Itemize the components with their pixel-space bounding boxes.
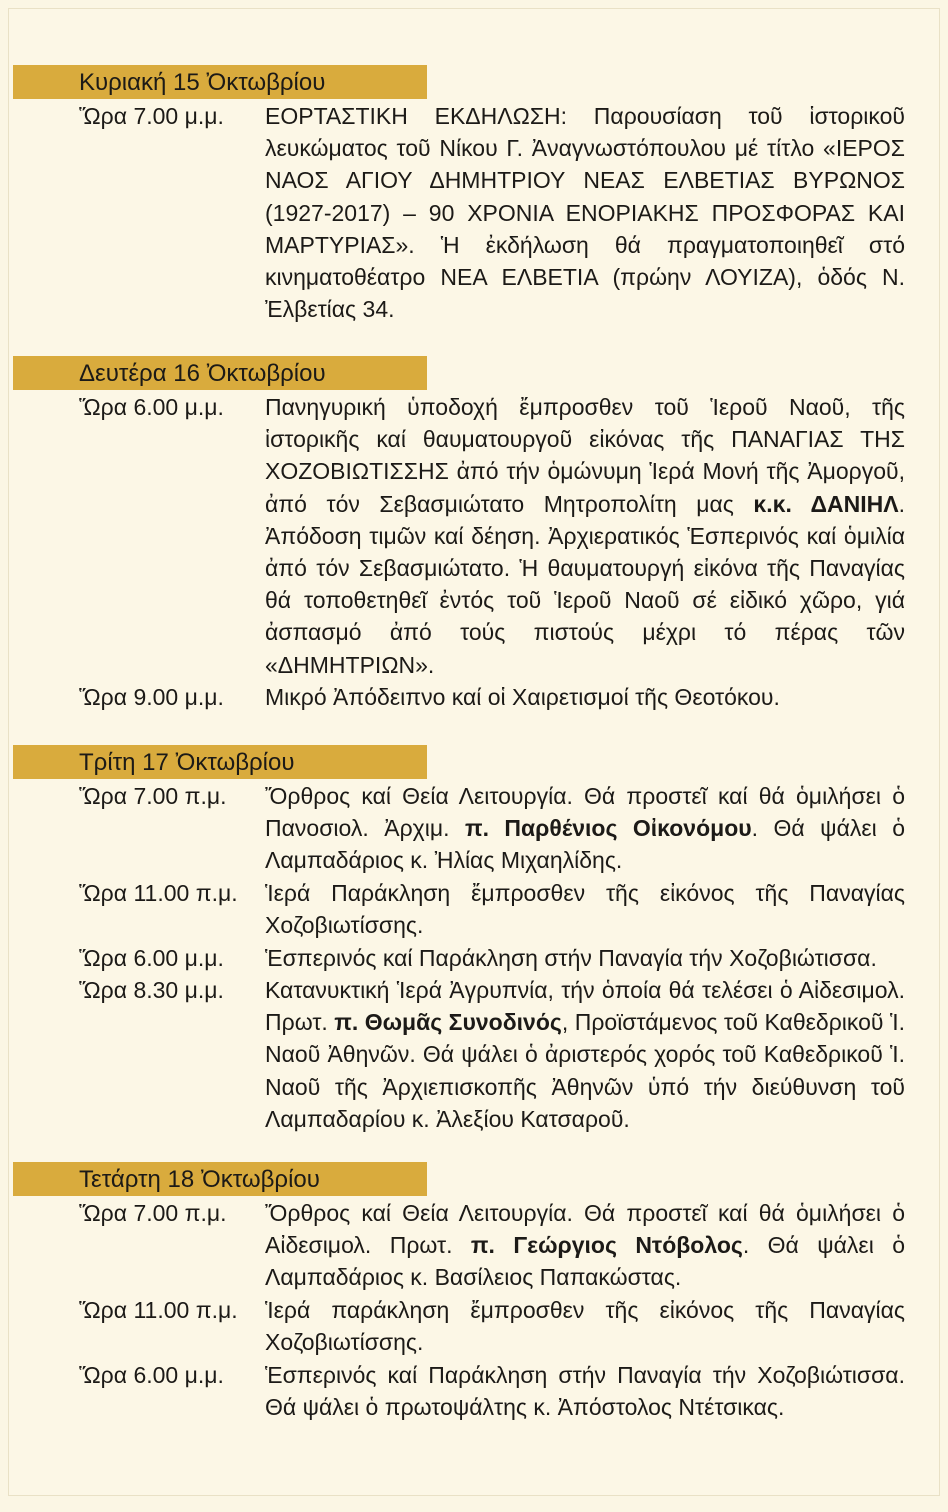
entry-time: Ὥρα 6.00 μ.μ.	[79, 1362, 224, 1388]
program-page	[8, 8, 940, 1496]
desc-text: Ὄρθρος καί Θεία Λειτουργία. Θά προστεῖ καί θά ὁμιλήσει ὁ Αἰδεσιμολ. Πρωτ.	[265, 1200, 905, 1259]
desc-text: . Θά ψάλει ὁ Λαμπαδάριος κ. Βασίλειος Παπακώστας.	[265, 1232, 905, 1291]
entry-description	[265, 1197, 905, 1294]
desc-text: Πανηγυρική ὑποδοχή ἔμπροσθεν τοῦ Ἱεροῦ Ναοῦ, τῆς ἱστορικῆς καί θαυματουργοῦ εἰκόνας τῆς ΠΑΝΑΓΙΑΣ ΤΗΣ ΧΟΖΟΒΙΩΤΙΣΣΗΣ ἀπό τήν ὁμώνυμη Ἱερά Μονή τῆς Ἀμοργοῦ, ἀπό τόν Σεβασμιώτατο Μητροπολίτη μας	[265, 394, 905, 517]
metropolitan-name: κ.κ. ΔΑΝΙΗΛ	[753, 490, 899, 517]
desc-text: . Ἀπόδοση τιμῶν καί δέηση. Ἀρχιερατικός Ἑσπερινός καί ὁμιλία ἀπό τόν Σεβασμιώτατο. Ἡ θαυματουργή εἰκόνα τῆς Παναγίας θά τοποθετηθεῖ ἐντός τοῦ Ἱεροῦ Ναοῦ σέ εἰδικό χῶρο, γιά ἀσπασμό ἀπό τούς πιστούς μέχρι τό πέρας τῶν «ΔΗΜΗΤΡΙΩΝ».	[265, 490, 905, 678]
desc-text: ΕΟΡΤΑΣΤΙΚΗ ΕΚΔΗΛΩΣΗ: Παρουσίαση τοῦ ἱστορικοῦ λευκώματος τοῦ Νίκου Γ. Ἀναγνωστόπουλου μέ τίτλο «ΙΕΡΟΣ ΝΑΟΣ ΑΓΙΟΥ ΔΗΜΗΤΡΙΟΥ ΝΕΑΣ ΕΛΒΕΤΙΑΣ ΒΥΡΩΝΟΣ (1927-2017) – 90 ΧΡΟΝΙΑ ΕΝΟΡΙΑΚΗΣ ΠΡΟΣΦΟΡΑΣ ΚΑΙ ΜΑΡΤΥΡΙΑΣ». Ἡ ἐκδήλωση θά πραγματοποιηθεῖ στό κινηματοθέατρο ΝΕΑ ΕΛΒΕΤΙΑ (πρώην ΛΟΥΙΖΑ), ὁδός Ν. Ἐλβετίας 34.	[265, 103, 905, 323]
day-header: Κυριακή 15 Ὀκτωβρίου	[13, 65, 427, 99]
entry-time: Ὥρα 9.00 μ.μ.	[79, 684, 224, 710]
entry-description	[265, 391, 905, 681]
desc-text: Κατανυκτική Ἱερά Ἀγρυπνία, τήν ὁποία θά τελέσει ὁ Αἰδεσιμολ. Πρωτ.	[265, 977, 905, 1036]
desc-text: Ὄρθρος καί Θεία Λειτουργία. Θά προστεῖ καί θά ὁμιλήσει ὁ Πανοσιολ. Ἀρχιμ.	[265, 783, 905, 842]
entry-description	[265, 780, 905, 877]
day-header: Τρίτη 17 Ὀκτωβρίου	[13, 745, 427, 779]
celebrant-name: π. Παρθένιος Οἰκονόμου	[464, 815, 752, 842]
desc-text: Ἱερά Παράκληση ἔμπροσθεν τῆς εἰκόνος τῆς Παναγίας Χοζοβιωτίσσης.	[265, 880, 905, 939]
entry-time: Ὥρα 8.30 μ.μ.	[79, 977, 224, 1003]
entry-description	[265, 100, 905, 325]
entry-description	[265, 877, 905, 941]
day-header: Δευτέρα 16 Ὀκτωβρίου	[13, 356, 427, 390]
desc-text: Ἑσπερινός καί Παράκληση στήν Παναγία τήν Χοζοβιώτισσα.	[265, 945, 877, 971]
entry-time: Ὥρα 6.00 μ.μ.	[79, 394, 224, 420]
desc-text: Ἑσπερινός καί Παράκληση στήν Παναγία τήν Χοζοβιώτισσα. Θά ψάλει ὁ πρωτοψάλτης κ. Ἀπόστολος Ντέτσικας.	[265, 1362, 905, 1421]
entry-time: Ὥρα 7.00 μ.μ.	[79, 103, 224, 129]
entry-description	[265, 942, 905, 974]
celebrant-name: π. Θωμᾶς Συνοδινός	[334, 1009, 562, 1036]
entry-time: Ὥρα 11.00 π.μ.	[79, 880, 238, 906]
entry-description	[265, 681, 905, 713]
entry-time: Ὥρα 7.00 π.μ.	[79, 1200, 227, 1226]
entry-description	[265, 974, 905, 1135]
desc-text: . Θά ψάλει ὁ Λαμπαδάριος κ. Ἠλίας Μιχαηλίδης.	[265, 815, 905, 874]
desc-text: Μικρό Ἀπόδειπνο καί οἱ Χαιρετισμοί τῆς Θεοτόκου.	[265, 684, 780, 710]
entry-time: Ὥρα 11.00 π.μ.	[79, 1297, 238, 1323]
entry-time: Ὥρα 7.00 π.μ.	[79, 783, 227, 809]
desc-text: Ἱερά παράκληση ἔμπροσθεν τῆς εἰκόνος τῆς Παναγίας Χοζοβιωτίσσης.	[265, 1297, 905, 1356]
celebrant-name: π. Γεώργιος Ντόβολος	[470, 1232, 743, 1259]
entry-description	[265, 1294, 905, 1358]
day-header: Τετάρτη 18 Ὀκτωβρίου	[13, 1162, 427, 1196]
entry-description	[265, 1359, 905, 1423]
entry-time: Ὥρα 6.00 μ.μ.	[79, 945, 224, 971]
desc-text: , Προϊστάμενος τοῦ Καθεδρικοῦ Ἱ. Ναοῦ Ἀθηνῶν. Θά ψάλει ὁ ἀριστερός χορός τοῦ Καθεδρικοῦ Ἱ. Ναοῦ τῆς Ἀρχιεπισκοπῆς Ἀθηνῶν ὑπό τήν διεύθυνση τοῦ Λαμπαδαρίου κ. Ἀλεξίου Κατσαροῦ.	[265, 1009, 905, 1132]
